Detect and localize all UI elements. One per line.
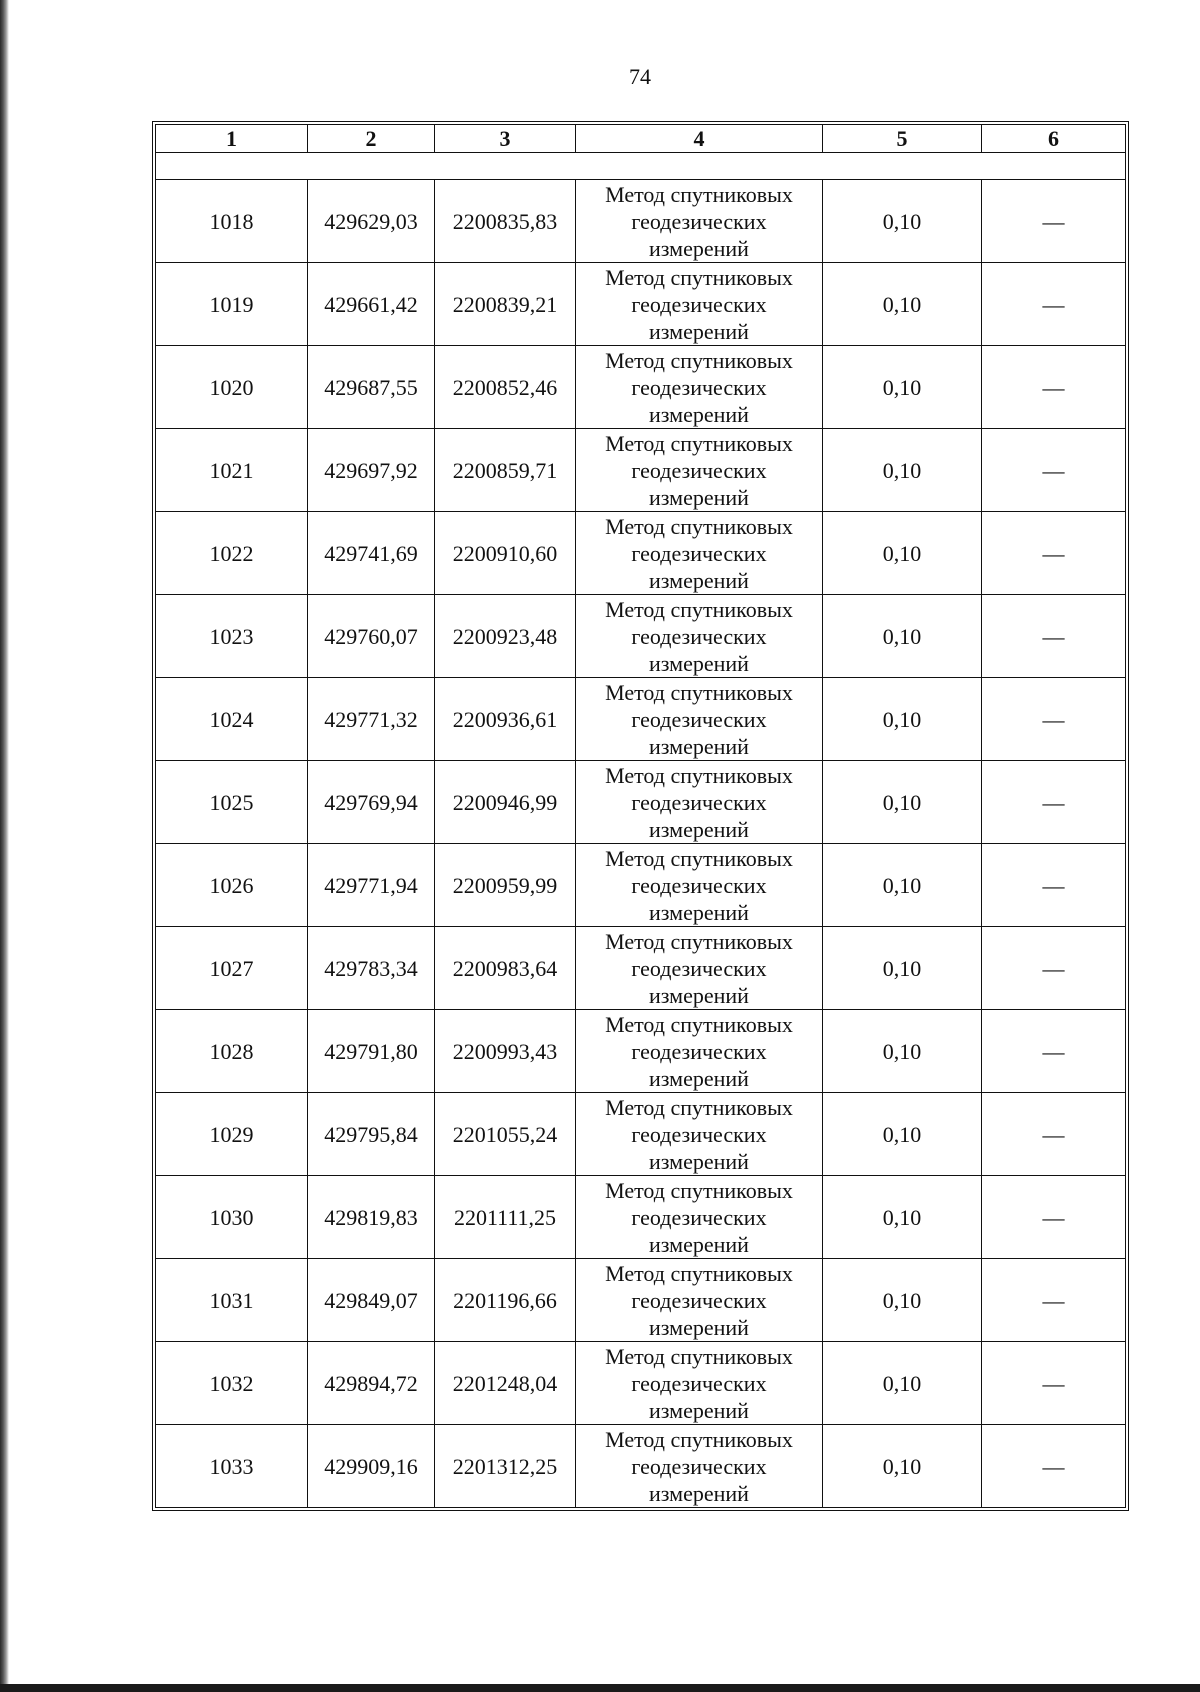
table-row — [156, 1010, 1126, 1093]
method-cell — [576, 1342, 823, 1425]
method-line: измерений — [649, 816, 749, 842]
method-line: Метод спутниковых — [605, 347, 793, 373]
note-cell: — — [982, 927, 1126, 1010]
coordinates-table — [155, 124, 1126, 1508]
accuracy-cell: 0,10 — [823, 1259, 982, 1342]
method-line: Метод спутниковых — [605, 1094, 793, 1120]
method-line: геодезических — [631, 540, 767, 566]
note-cell: — — [982, 678, 1126, 761]
method-line: измерений — [649, 1397, 749, 1423]
accuracy-cell: 0,10 — [823, 1010, 982, 1093]
method-line: Метод спутниковых — [605, 1260, 793, 1286]
method-cell — [576, 429, 823, 512]
x-coordinate-cell: 429771,32 — [308, 678, 435, 761]
method-line: измерений — [649, 650, 749, 676]
method-line: Метод спутниковых — [605, 1177, 793, 1203]
y-coordinate-cell: 2200993,43 — [435, 1010, 576, 1093]
accuracy-cell: 0,10 — [823, 761, 982, 844]
method-cell — [576, 927, 823, 1010]
table-row — [156, 346, 1126, 429]
y-coordinate-cell: 2200839,21 — [435, 263, 576, 346]
method-line: Метод спутниковых — [605, 928, 793, 954]
method-cell — [576, 346, 823, 429]
method-line: Метод спутниковых — [605, 762, 793, 788]
method-line: Метод спутниковых — [605, 181, 793, 207]
point-number-cell: 1026 — [156, 844, 308, 927]
method-line: измерений — [649, 1065, 749, 1091]
column-header: 5 — [823, 125, 982, 153]
method-line: геодезических — [631, 1121, 767, 1147]
note-cell: — — [982, 1176, 1126, 1259]
y-coordinate-cell: 2200983,64 — [435, 927, 576, 1010]
x-coordinate-cell: 429769,94 — [308, 761, 435, 844]
y-coordinate-cell: 2201196,66 — [435, 1259, 576, 1342]
accuracy-cell: 0,10 — [823, 346, 982, 429]
x-coordinate-cell: 429909,16 — [308, 1425, 435, 1508]
point-number-cell: 1028 — [156, 1010, 308, 1093]
method-cell — [576, 1093, 823, 1176]
method-line: Метод спутниковых — [605, 1343, 793, 1369]
table-row — [156, 512, 1126, 595]
note-cell: — — [982, 1010, 1126, 1093]
accuracy-cell: 0,10 — [823, 1176, 982, 1259]
point-number-cell: 1025 — [156, 761, 308, 844]
method-line: Метод спутниковых — [605, 845, 793, 871]
method-cell — [576, 595, 823, 678]
x-coordinate-cell: 429687,55 — [308, 346, 435, 429]
table-row — [156, 429, 1126, 512]
y-coordinate-cell: 2201111,25 — [435, 1176, 576, 1259]
method-line: геодезических — [631, 623, 767, 649]
method-cell — [576, 263, 823, 346]
y-coordinate-cell: 2200959,99 — [435, 844, 576, 927]
method-line: геодезических — [631, 1038, 767, 1064]
point-number-cell: 1022 — [156, 512, 308, 595]
x-coordinate-cell: 429629,03 — [308, 180, 435, 263]
scan-edge-bottom — [0, 1684, 1200, 1692]
x-coordinate-cell: 429741,69 — [308, 512, 435, 595]
y-coordinate-cell: 2200936,61 — [435, 678, 576, 761]
table-row — [156, 844, 1126, 927]
method-line: измерений — [649, 567, 749, 593]
method-line: геодезических — [631, 1287, 767, 1313]
method-line: измерений — [649, 1148, 749, 1174]
accuracy-cell: 0,10 — [823, 678, 982, 761]
note-cell: — — [982, 1342, 1126, 1425]
note-cell: — — [982, 429, 1126, 512]
method-line: Метод спутниковых — [605, 1011, 793, 1037]
y-coordinate-cell: 2200835,83 — [435, 180, 576, 263]
method-cell — [576, 1010, 823, 1093]
method-line: геодезических — [631, 955, 767, 981]
spacer-cell — [156, 153, 1126, 180]
page-number: 74 — [629, 64, 651, 89]
accuracy-cell: 0,10 — [823, 927, 982, 1010]
method-line: геодезических — [631, 1204, 767, 1230]
method-line: измерений — [649, 1231, 749, 1257]
point-number-cell: 1021 — [156, 429, 308, 512]
scan-edge-left — [0, 0, 9, 1692]
method-cell — [576, 761, 823, 844]
y-coordinate-cell: 2200859,71 — [435, 429, 576, 512]
accuracy-cell: 0,10 — [823, 1425, 982, 1508]
method-line: геодезических — [631, 706, 767, 732]
point-number-cell: 1020 — [156, 346, 308, 429]
y-coordinate-cell: 2201055,24 — [435, 1093, 576, 1176]
note-cell: — — [982, 1259, 1126, 1342]
table-row — [156, 761, 1126, 844]
note-cell: — — [982, 1093, 1126, 1176]
method-line: измерений — [649, 1314, 749, 1340]
method-line: геодезических — [631, 1453, 767, 1479]
note-cell: — — [982, 263, 1126, 346]
method-line: измерений — [649, 401, 749, 427]
method-line: Метод спутниковых — [605, 596, 793, 622]
y-coordinate-cell: 2201248,04 — [435, 1342, 576, 1425]
x-coordinate-cell: 429849,07 — [308, 1259, 435, 1342]
method-line: измерений — [649, 235, 749, 261]
note-cell: — — [982, 595, 1126, 678]
point-number-cell: 1024 — [156, 678, 308, 761]
column-header: 3 — [435, 125, 576, 153]
x-coordinate-cell: 429760,07 — [308, 595, 435, 678]
method-line: геодезических — [631, 291, 767, 317]
note-cell: — — [982, 761, 1126, 844]
point-number-cell: 1030 — [156, 1176, 308, 1259]
table-row — [156, 1425, 1126, 1508]
table-row — [156, 927, 1126, 1010]
method-line: измерений — [649, 1480, 749, 1506]
table-row — [156, 1176, 1126, 1259]
table-row — [156, 1342, 1126, 1425]
point-number-cell: 1023 — [156, 595, 308, 678]
point-number-cell: 1018 — [156, 180, 308, 263]
method-line: геодезических — [631, 457, 767, 483]
note-cell: — — [982, 180, 1126, 263]
accuracy-cell: 0,10 — [823, 1093, 982, 1176]
x-coordinate-cell: 429791,80 — [308, 1010, 435, 1093]
note-cell: — — [982, 512, 1126, 595]
table-row — [156, 263, 1126, 346]
method-cell — [576, 678, 823, 761]
table-row — [156, 1259, 1126, 1342]
method-line: измерений — [649, 733, 749, 759]
point-number-cell: 1027 — [156, 927, 308, 1010]
method-line: геодезических — [631, 374, 767, 400]
note-cell: — — [982, 346, 1126, 429]
column-header: 4 — [576, 125, 823, 153]
method-line: Метод спутниковых — [605, 264, 793, 290]
x-coordinate-cell: 429697,92 — [308, 429, 435, 512]
method-line: геодезических — [631, 208, 767, 234]
method-line: измерений — [649, 484, 749, 510]
x-coordinate-cell: 429661,42 — [308, 263, 435, 346]
accuracy-cell: 0,10 — [823, 844, 982, 927]
spacer-row — [156, 153, 1126, 180]
y-coordinate-cell: 2201312,25 — [435, 1425, 576, 1508]
y-coordinate-cell: 2200910,60 — [435, 512, 576, 595]
method-cell — [576, 512, 823, 595]
point-number-cell: 1031 — [156, 1259, 308, 1342]
accuracy-cell: 0,10 — [823, 512, 982, 595]
accuracy-cell: 0,10 — [823, 595, 982, 678]
method-line: Метод спутниковых — [605, 430, 793, 456]
method-line: Метод спутниковых — [605, 679, 793, 705]
column-header: 2 — [308, 125, 435, 153]
x-coordinate-cell: 429783,34 — [308, 927, 435, 1010]
point-number-cell: 1029 — [156, 1093, 308, 1176]
x-coordinate-cell: 429894,72 — [308, 1342, 435, 1425]
method-line: Метод спутниковых — [605, 513, 793, 539]
accuracy-cell: 0,10 — [823, 429, 982, 512]
column-header: 1 — [156, 125, 308, 153]
method-cell — [576, 844, 823, 927]
method-cell — [576, 1425, 823, 1508]
y-coordinate-cell: 2200946,99 — [435, 761, 576, 844]
accuracy-cell: 0,10 — [823, 180, 982, 263]
note-cell: — — [982, 844, 1126, 927]
table-row — [156, 595, 1126, 678]
method-line: геодезических — [631, 789, 767, 815]
y-coordinate-cell: 2200923,48 — [435, 595, 576, 678]
method-line: измерений — [649, 899, 749, 925]
note-cell: — — [982, 1425, 1126, 1508]
x-coordinate-cell: 429771,94 — [308, 844, 435, 927]
point-number-cell: 1033 — [156, 1425, 308, 1508]
method-line: измерений — [649, 982, 749, 1008]
x-coordinate-cell: 429795,84 — [308, 1093, 435, 1176]
method-cell — [576, 1259, 823, 1342]
point-number-cell: 1019 — [156, 263, 308, 346]
accuracy-cell: 0,10 — [823, 263, 982, 346]
accuracy-cell: 0,10 — [823, 1342, 982, 1425]
method-line: геодезических — [631, 1370, 767, 1396]
column-header: 6 — [982, 125, 1126, 153]
table-row — [156, 678, 1126, 761]
table-row — [156, 1093, 1126, 1176]
method-cell — [576, 1176, 823, 1259]
header-row — [156, 125, 1126, 153]
y-coordinate-cell: 2200852,46 — [435, 346, 576, 429]
coordinates-table-frame — [152, 121, 1129, 1511]
method-cell — [576, 180, 823, 263]
method-line: Метод спутниковых — [605, 1426, 793, 1452]
method-line: геодезических — [631, 872, 767, 898]
method-line: измерений — [649, 318, 749, 344]
table-body — [156, 153, 1126, 1508]
table-row — [156, 180, 1126, 263]
x-coordinate-cell: 429819,83 — [308, 1176, 435, 1259]
point-number-cell: 1032 — [156, 1342, 308, 1425]
